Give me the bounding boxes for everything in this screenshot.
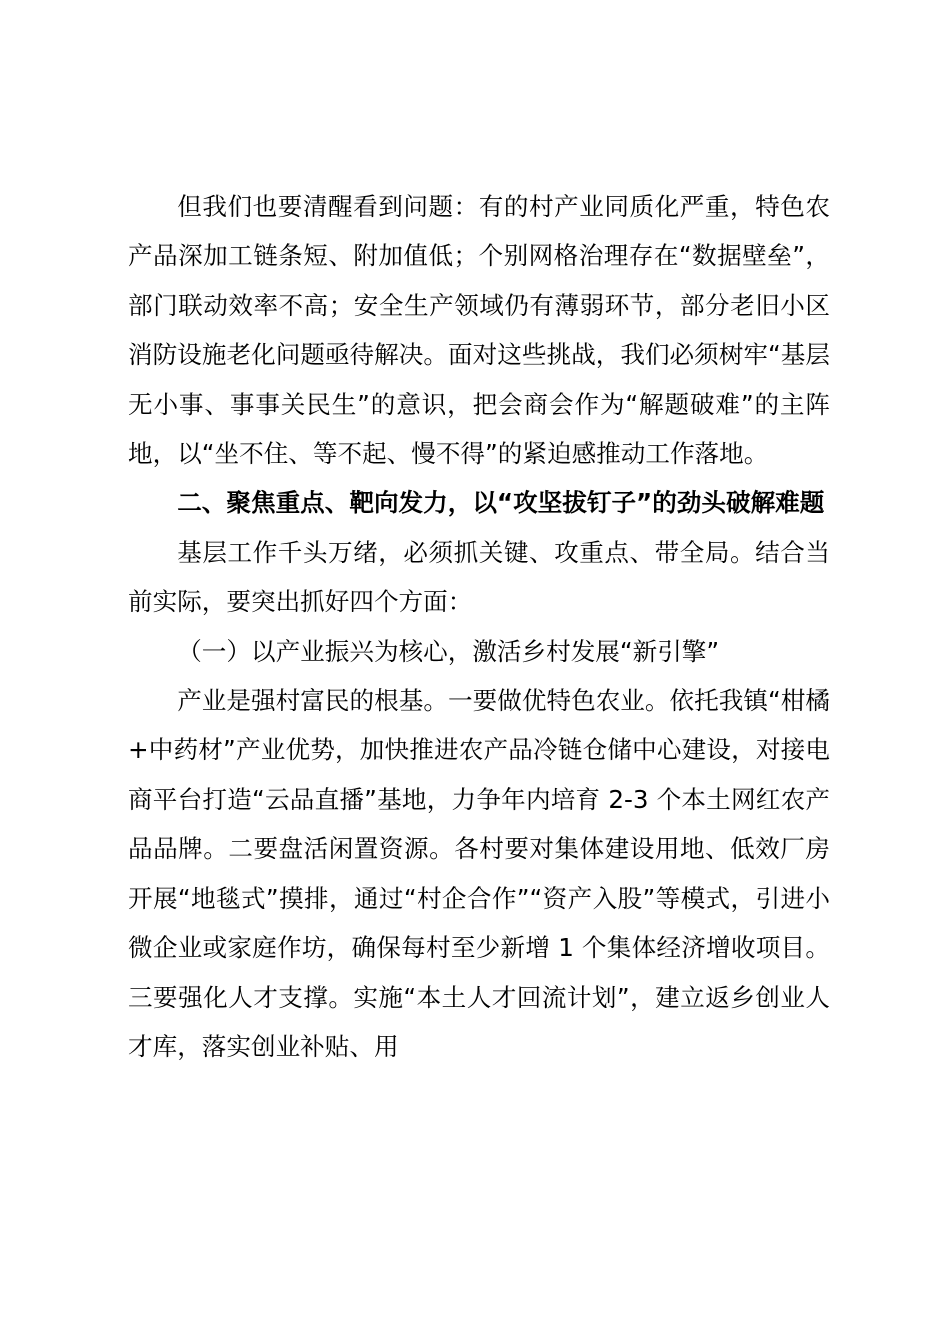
subsection-heading-one: （一）以产业振兴为核心，激活乡村发展“新引擎” (177, 636, 720, 666)
section-heading-two: 二、聚焦重点、靶向发力，以“攻坚拔钉子”的劲头破解难题 (177, 488, 825, 518)
document-body (128, 182, 830, 1071)
paragraph-key-tasks-intro: 基层工作千头万绪，必须抓关键、攻重点、带全局。结合当前实际，要突出抓好四个方面： (128, 537, 830, 617)
paragraph-problems: 但我们也要清醒看到问题：有的村产业同质化严重，特色农产品深加工链条短、附加值低；个别网格治理存在“数据壁垒”，部门联动效率不高；安全生产领域仍有薄弱环节，部分老旧小区消防设施老化问题亟待解决。面对这些挑战，我们必须树牢“基层无小事、事事关民生”的意识，把会商会作为“解题破难”的主阵地，以“坐不住、等不起、慢不得”的紧迫感推动工作落地。 (128, 192, 830, 469)
paragraph-industry-revitalization: 产业是强村富民的根基。一要做优特色农业。依托我镇“柑橘+中药材”产业优势，加快推进农产品冷链仓储中心建设，对接电商平台打造“云品直播”基地，力争年内培育 2-3 个本土网红农产品品牌。二要盘活闲置资源。各村要对集体建设用地、低效厂房开展“地毯式”摸排，通过“村企合作”“资产入股”等模式，引进小微企业或家庭作坊，确保每村至少新增 1 个集体经济增收项目。三要强化人才支撑。实施“本土人才回流计划”，建立返乡创业人才库，落实创业补贴、用 (128, 686, 830, 1061)
